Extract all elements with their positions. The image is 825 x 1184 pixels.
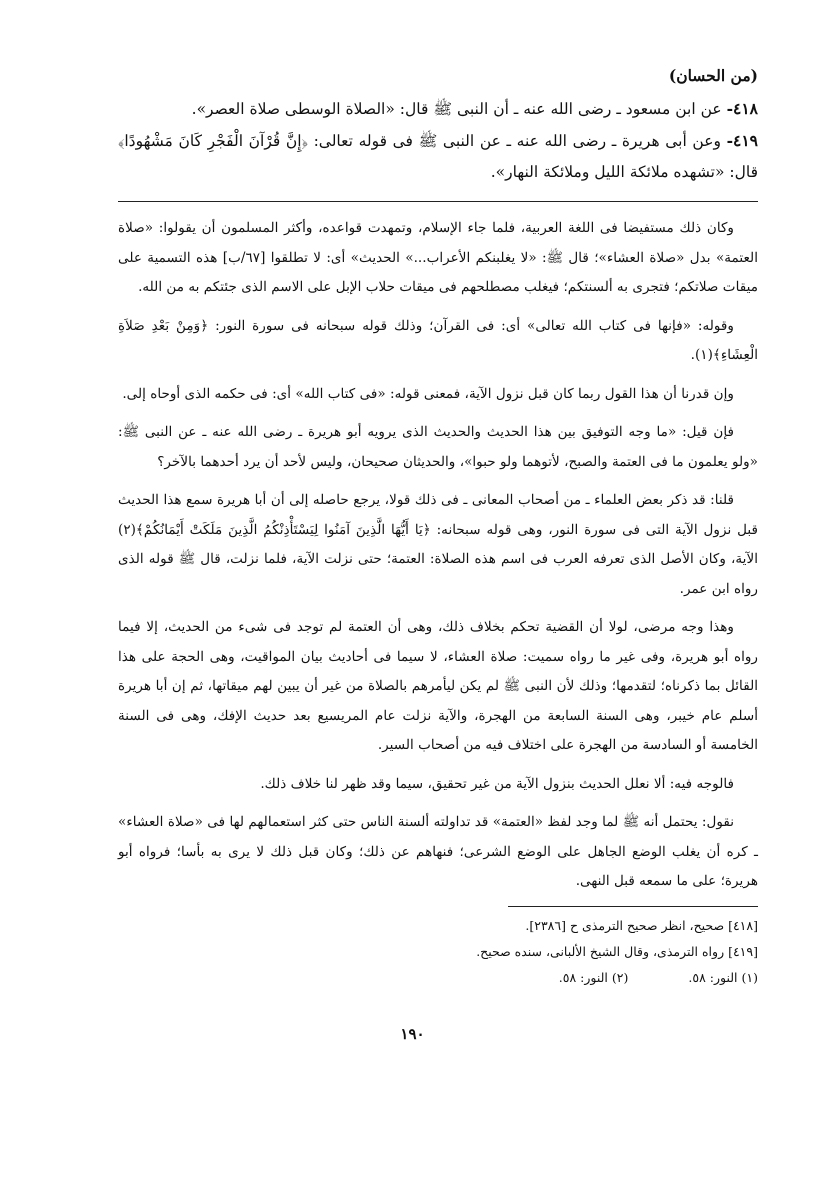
commentary-paragraph-7: فالوجه فيه: ألا نعلل الحديث بنزول الآية من غير تحقيق، سيما وقد ظهر لنا خلاف ذلك. <box>260 775 734 792</box>
footnote-2: (٢) النور: ٥٨. <box>558 969 629 985</box>
hadith-418-number: ٤١٨- <box>726 99 758 118</box>
hadith-418 <box>118 93 758 125</box>
page-number: ١٩٠ <box>400 1025 425 1043</box>
section-divider <box>118 201 758 202</box>
hadith-418-text: عن ابن مسعود ـ رضى الله عنه ـ أن النبى ﷺ قال: «الصلاة الوسطى صلاة العصر». <box>191 100 722 118</box>
commentary-paragraph-1: وكان ذلك مستفيضا فى اللغة العربية، فلما جاء الإسلام، وتمهدت قواعده، وأكثر المسلمون أن يقولوا: «صلاة العتمة» بدل «صلاة العشاء»؛ قال ﷺ: «لا يغلبنكم الأعراب...» الحديث» أى: لا تطلقوا [٦٧/ب] هذه التسمية على ميقات صلاتكم؛ فتجرى به ألسنتكم؛ فيغلب مصطلحهم فى ميقات حلاب الإبل على الاسم الذى جئتكم به من الله. <box>118 220 758 295</box>
commentary-paragraph-8: نقول: يحتمل أنه ﷺ لما وجد لفظ «العتمة» قد تداولته ألسنة الناس حتى كثر استعمالهم لها فى «صلاة العشاء» ـ كره أن يغلب الوضع الجاهل على الوضع الشرعى؛ فنهاهم عن ذلك؛ وكان قبل ذلك لا يرى به بأسا؛ فرواه أبو هريرة؛ على ما سمعه قبل النهى. <box>118 814 758 889</box>
footnote-1: (١) النور: ٥٨. <box>688 969 758 985</box>
commentary-paragraph-4: فإن قيل: «ما وجه التوفيق بين هذا الحديث والحديث الذى يرويه أبو هريرة ـ رضى الله عنه ـ عن النبى ﷺ: «ولو يعلمون ما فى العتمة والصبح، لأتوهما ولو حبوا»، والحديثان صحيحان، وليس لأحد أن يرد أحدهما بالآخر؟ <box>118 424 758 470</box>
hadith-419-text: وعن أبى هريرة ـ رضى الله عنه ـ عن النبى ﷺ فى قوله تعالى: ﴿إِنَّ قُرْآنَ الْفَجْرِ كَانَ مَشْهُودًا﴾ قال: «تشهده ملائكة الليل وملائكة النهار». <box>118 132 758 181</box>
commentary-paragraph-2: وقوله: «فإنها فى كتاب الله تعالى» أى: فى القرآن؛ وذلك قوله سبحانه فى سورة النور: ﴿وَمِنْ بَعْدِ صَلاَةِ الْعِشَاءِ﴾(١). <box>118 317 758 363</box>
footnotes <box>118 913 758 991</box>
commentary-paragraph-6: وهذا وجه مرضى، لولا أن القضية تحكم بخلاف ذلك، وهى أن العتمة لم توجد فى شىء من الحديث، إلا فيما رواه أبو هريرة، وفى غير ما رواه سميت: صلاة العشاء، لا سيما فى أحاديث بيان المواقيت، وهى الحجة على هذا القائل بما ذكرناه؛ لتقدمها؛ وذلك لأن النبى ﷺ لم يكن ليأمرهم بالصلاة من غير أن يبين لهم ميقاتها، ثم إن أبا هريرة أسلم عام خيبر، وهى السنة السابعة من الهجرة، والآية نزلت عام المريسيع بعد حديث الإفك، وهى فى السنة الخامسة أو السادسة من الهجرة على اختلاف فيه من أصحاب السير. <box>118 619 758 753</box>
footnote-refs <box>118 965 758 991</box>
commentary-paragraph-3: وإن قدرنا أن هذا القول ربما كان قبل نزول الآية، فمعنى قوله: «فى كتاب الله» أى: فى حكمه الذى أوحاه إلى. <box>122 385 734 402</box>
hadith-section <box>118 60 758 188</box>
commentary-paragraph-5: قلنا: قد ذكر بعض العلماء ـ من أصحاب المعانى ـ فى ذلك قولا، يرجع حاصله إلى أن أبا هريرة سمع هذا الحديث قبل نزول الآية التى فى سورة النور، وهى قوله سبحانه: ﴿يَا أَيُّهَا الَّذِينَ آمَنُوا لِيَسْتَأْذِنْكُمُ الَّذِينَ مَلَكَتْ أَيْمَانُكُمْ﴾(٢) الآية، وكان الأصل الذى تعرفه العرب فى اسم هذه الصلاة: العتمة؛ حتى نزلت الآية، فلما نزلت، قال ﷺ قوله الذى رواه ابن عمر. <box>118 492 758 597</box>
footnote-418: [٤١٨] صحيح، انظر صحيح الترمذى ح [٢٣٨٦]. <box>525 917 758 933</box>
footnote-divider <box>508 906 758 907</box>
grade-heading: (من الحسان) <box>668 66 758 85</box>
hadith-419 <box>118 125 758 188</box>
commentary-section <box>118 214 758 897</box>
page-body <box>118 60 758 991</box>
hadith-419-number: ٤١٩- <box>726 131 758 150</box>
footnote-419: [٤١٩] رواه الترمذى، وقال الشيخ الألبانى، سنده صحيح. <box>476 943 758 959</box>
